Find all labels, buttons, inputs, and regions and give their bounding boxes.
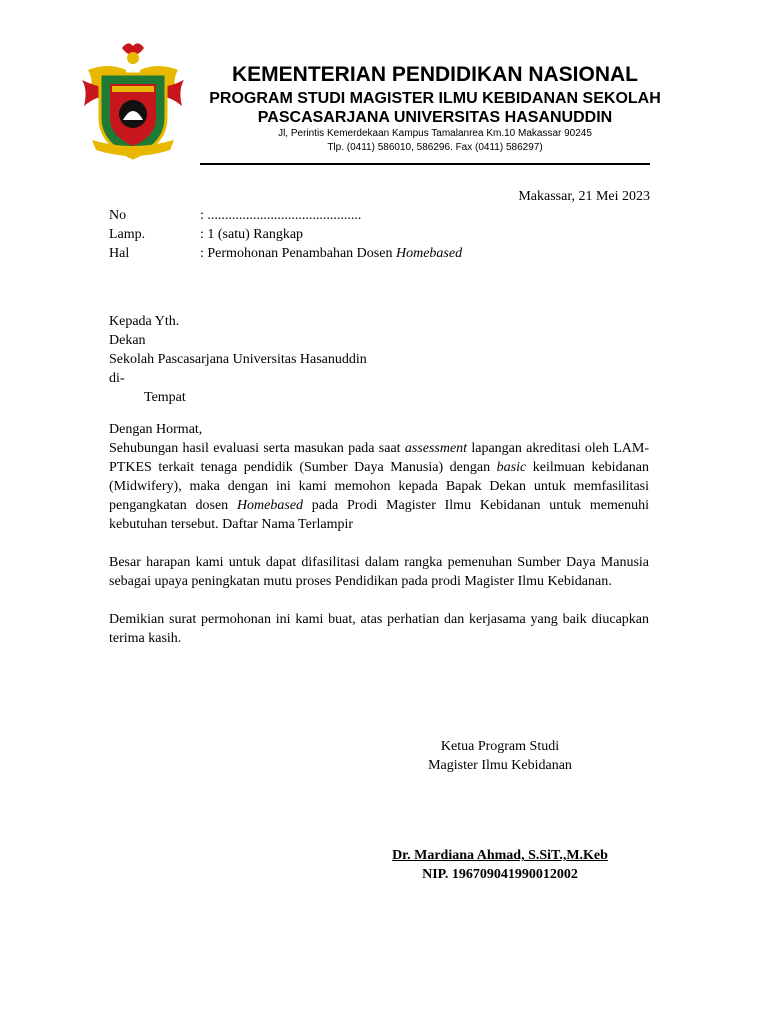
- meta-label: No: [109, 208, 127, 223]
- signatory-name: Dr. Mardiana Ahmad, S.SiT.,M.Keb: [392, 848, 608, 863]
- letter-body: [109, 420, 649, 648]
- signature-title-line: Ketua Program Studi: [440, 739, 560, 754]
- text-italic: Homebased: [236, 498, 304, 513]
- signature-name-block: [360, 846, 640, 884]
- text-italic: basic: [496, 460, 527, 475]
- meta-row-attachment: [109, 225, 462, 244]
- letterhead-divider: [200, 163, 650, 165]
- paragraph-2: Besar harapan kami untuk dapat difasilitasi dalam rangka pemenuhan Sumber Daya Manusia sebagai upaya peningkatan mutu proses Pendidikan pada prodi Magister Ilmu Kebidanan.: [109, 555, 649, 589]
- recipient-line: Dekan: [109, 333, 146, 348]
- paragraph-3: Demikian surat permohonan ini kami buat, atas perhatian dan kerjasama yang baik diucapkan terima kasih.: [109, 612, 649, 646]
- meta-value-text: : Permohonan Penambahan Dosen: [200, 246, 396, 261]
- recipient-line: di-: [109, 371, 125, 386]
- letterhead-phone: Tlp. (0411) 586010, 586296. Fax (0411) 586297): [327, 142, 543, 153]
- meta-row-subject: [109, 244, 462, 263]
- recipient-block: [109, 312, 367, 407]
- paragraph-1: [109, 439, 649, 534]
- signatory-nip: NIP. 196709041990012002: [422, 867, 578, 882]
- meta-value: [200, 244, 462, 263]
- letterhead-ministry: KEMENTERIAN PENDIDIKAN NASIONAL: [231, 63, 638, 86]
- meta-value: : ............................................: [200, 208, 362, 223]
- text-italic: assessment: [404, 441, 468, 456]
- recipient-line: Sekolah Pascasarjana Universitas Hasanuddin: [109, 352, 367, 367]
- text: pada Prodi Magister Ilmu Kebidanan untuk memenuhi kebutuhan tersebut. Daftar Nama Terlampir: [109, 498, 649, 532]
- recipient-line: Kepada Yth.: [109, 314, 180, 329]
- letterhead-university: PASCASARJANA UNIVERSITAS HASANUDDIN: [257, 109, 613, 126]
- text: keilmuan kebidanan (Midwifery), maka dengan ini kami memohon kepada Bapak Dekan untuk memfasilitasi pengangkatan dosen: [109, 460, 649, 513]
- meta-row-number: [109, 206, 462, 225]
- meta-label: Hal: [109, 246, 130, 261]
- letter-date: Makassar, 21 Mei 2023: [518, 189, 650, 204]
- meta-value: : 1 (satu) Rangkap: [200, 227, 304, 242]
- letterhead-program: PROGRAM STUDI MAGISTER ILMU KEBIDANAN SEKOLAH: [209, 90, 661, 107]
- letter-meta: [109, 206, 462, 263]
- text: Sehubungan hasil evaluasi serta masukan pada saat: [109, 441, 405, 456]
- text: lapangan akreditasi oleh LAM-PTKES terkait tenaga pendidik (Sumber Daya Manusia) dengan: [109, 441, 650, 475]
- greeting: Dengan Hormat,: [109, 422, 203, 437]
- meta-label: Lamp.: [109, 227, 146, 242]
- signature-title-line: Magister Ilmu Kebidanan: [428, 758, 572, 773]
- signature-title: [400, 737, 600, 775]
- meta-value-italic: Homebased: [395, 246, 463, 261]
- letterhead-address: Jl, Perintis Kemerdekaan Kampus Tamalanrea Km.10 Makassar 90245: [278, 128, 592, 139]
- university-emblem-logo: [78, 40, 188, 165]
- recipient-line: Tempat: [144, 390, 186, 405]
